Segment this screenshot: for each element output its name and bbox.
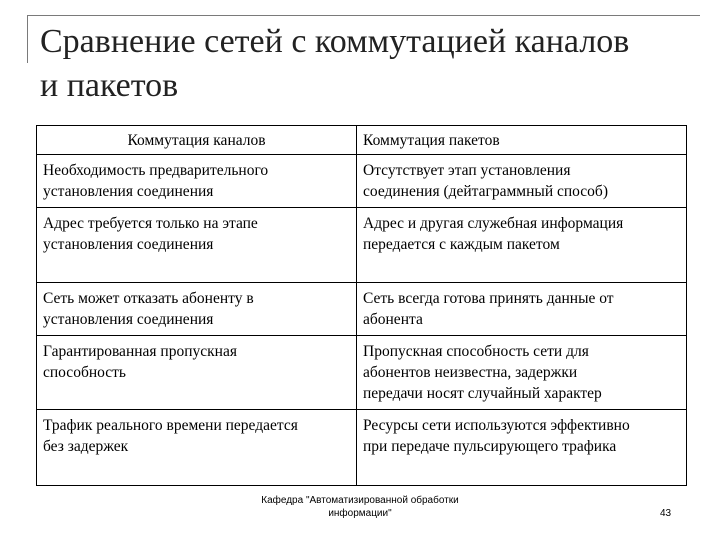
cell-line: передается с каждым пакетом [363, 236, 560, 253]
cell-line: абонента [363, 311, 423, 328]
cell-line: Пропускная способность сети для [363, 343, 589, 360]
cell-line: способность [43, 364, 126, 381]
cell-line: установления соединения [43, 183, 214, 200]
table-cell-circuit [37, 410, 357, 486]
cell-line: установления соединения [43, 311, 214, 328]
table-header-row [37, 126, 687, 155]
table-cell-packet [357, 155, 687, 208]
footer-line-2: информации" [328, 508, 392, 519]
page-number: 43 [660, 508, 672, 519]
header-circuit-switching: Коммутация каналов [37, 126, 357, 155]
cell-line: Адрес требуется только на этапе [43, 215, 258, 232]
table-cell-packet [357, 283, 687, 336]
cell-line: Гарантированная пропускная [43, 343, 237, 360]
table-row [37, 336, 687, 410]
footer-department [240, 494, 480, 520]
table-cell-packet [357, 208, 687, 283]
table-cell-circuit [37, 155, 357, 208]
cell-line: при передаче пульсирующего трафика [363, 438, 617, 455]
cell-line: Сеть может отказать абоненту в [43, 290, 254, 307]
frame-vertical-line [27, 15, 28, 63]
table-cell-circuit [37, 283, 357, 336]
slide-title-line-2: и пакетов [40, 67, 179, 104]
slide-title [40, 20, 700, 108]
cell-line: Трафик реального времени передается [43, 417, 298, 434]
table-row [37, 410, 687, 486]
cell-line: Необходимость предварительного [43, 162, 269, 179]
table-row [37, 283, 687, 336]
cell-line: абонентов неизвестна, задержки [363, 364, 578, 381]
cell-line: Адрес и другая служебная информация [363, 215, 624, 232]
cell-line: Сеть всегда готова принять данные от [363, 290, 614, 307]
header-packet-switching: Коммутация пакетов [357, 126, 687, 155]
table-row [37, 208, 687, 283]
cell-line: соединения (дейтаграммный способ) [363, 183, 608, 200]
table-cell-packet [357, 410, 687, 486]
table-cell-circuit [37, 208, 357, 283]
footer-line-1: Кафедра "Автоматизированной обработки [261, 495, 459, 506]
table-row [37, 155, 687, 208]
slide-title-line-1: Сравнение сетей с коммутацией каналов [40, 23, 630, 60]
table-cell-circuit [37, 336, 357, 410]
frame-horizontal-line [27, 15, 700, 16]
table-cell-packet [357, 336, 687, 410]
cell-line: передачи носят случайный характер [363, 385, 602, 402]
cell-line: без задержек [43, 438, 129, 455]
cell-line: установления соединения [43, 236, 214, 253]
cell-line: Ресурсы сети используются эффективно [363, 417, 630, 434]
comparison-table [36, 125, 687, 486]
cell-line: Отсутствует этап установления [363, 162, 571, 179]
